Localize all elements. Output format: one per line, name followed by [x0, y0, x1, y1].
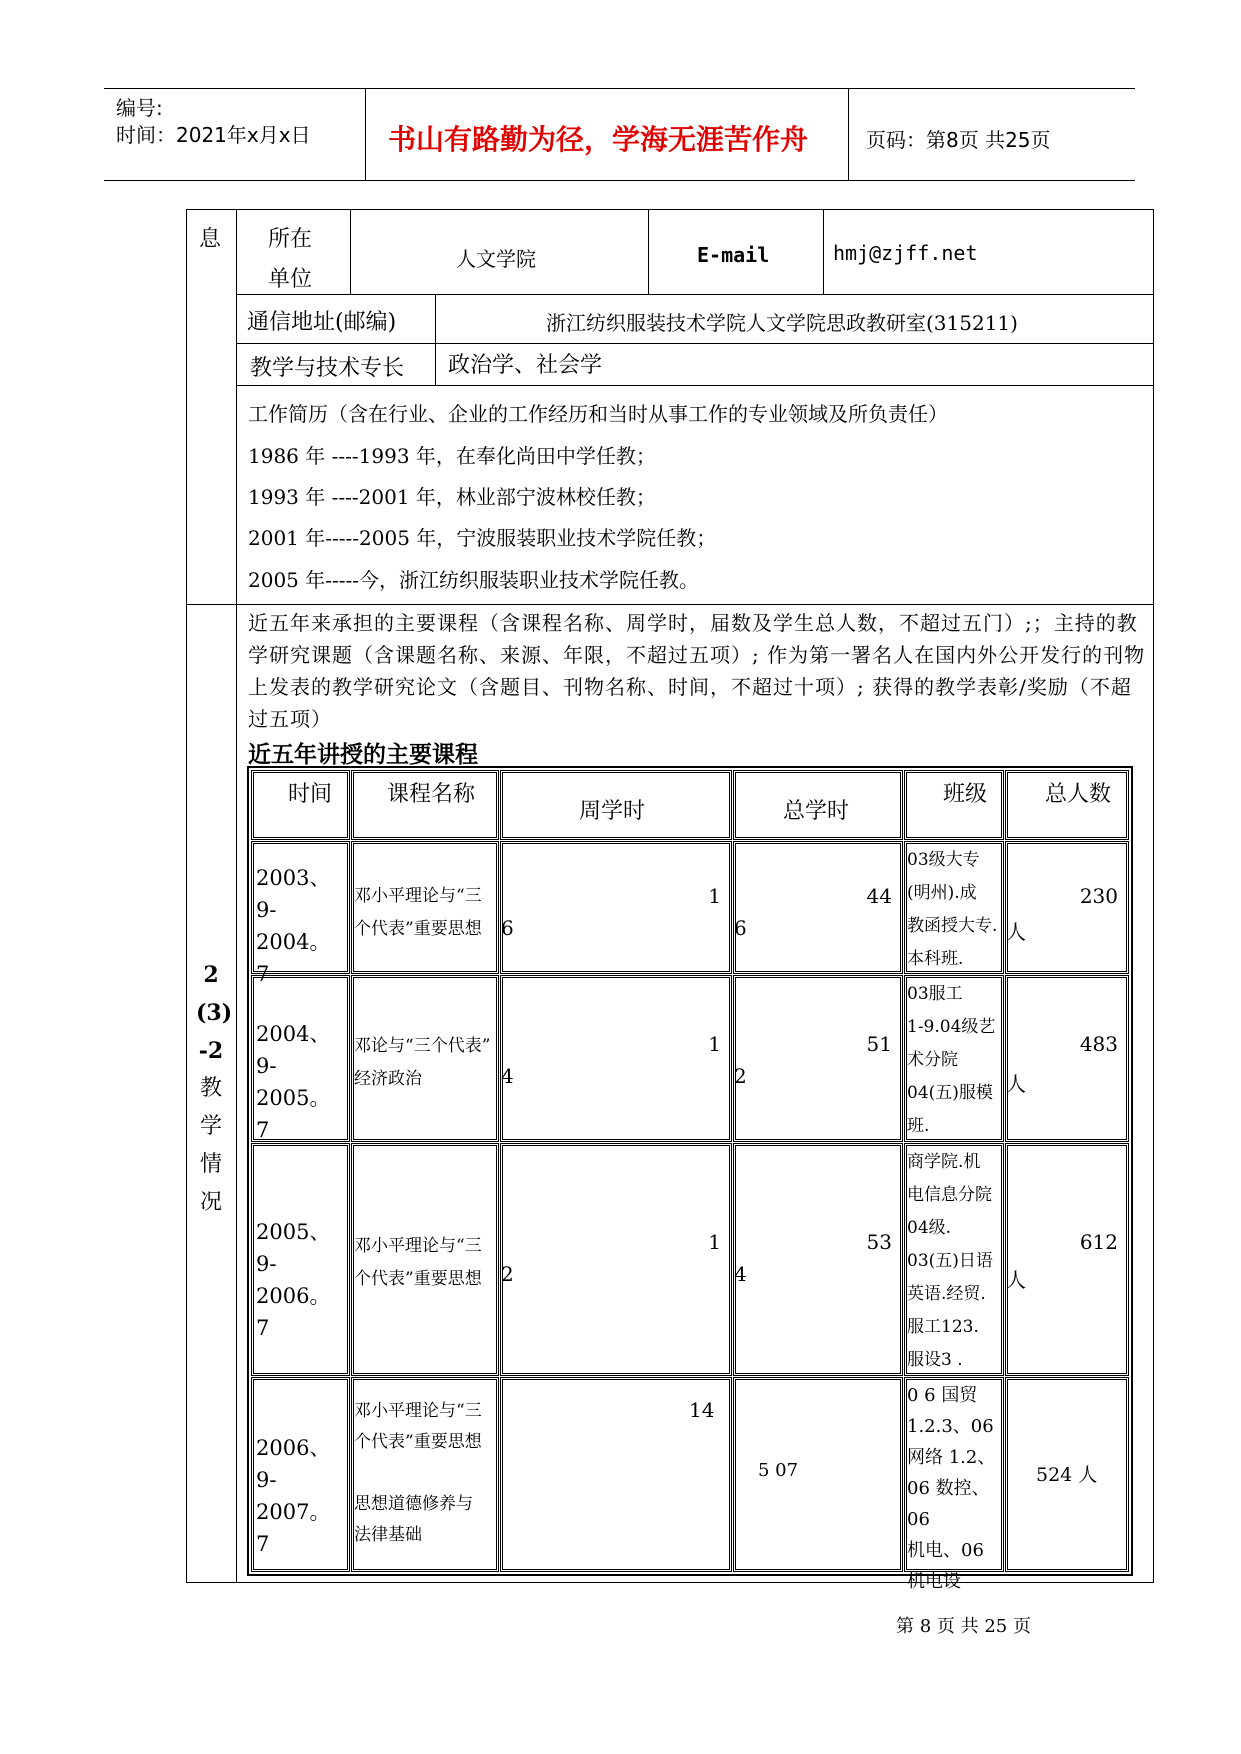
teaching-side-label: [196, 956, 233, 1222]
cell-count: [1005, 975, 1129, 1142]
cell-text: 4: [501, 1064, 514, 1088]
history-title: 工作简历（含在行业、企业的工作经历和当时从事工作的专业领域及所负责任）: [248, 402, 948, 426]
col-header-course: [351, 770, 499, 840]
cell-total: [733, 841, 903, 974]
history-line: 1993 年 ----2001 年，林业部宁波林校任教；: [248, 485, 656, 509]
cell-text: 1: [708, 884, 721, 908]
cell-text: 人: [1006, 920, 1026, 944]
header-motto: 书山有路勤为径，学海无涯苦作舟: [388, 123, 809, 156]
cell-text: 14: [689, 1398, 715, 1422]
cell-class: [904, 1377, 1004, 1592]
cell-text: 03级大专 (明州).成 教函授大专. 本科班.: [907, 850, 998, 969]
cell-text: 03服工 1-9.04级艺 术分院 04(五)服模 班.: [907, 984, 996, 1136]
col-header-count: [1005, 770, 1129, 840]
side-label-part: (3): [196, 1000, 233, 1026]
cell-text: 邓小平理论与“三 个代表”重要思想 思想道德修养与 法律基础: [354, 1401, 482, 1545]
cell-count: [1005, 841, 1129, 974]
info-side-label: 息: [199, 227, 222, 252]
email-label: E-mail: [697, 243, 770, 267]
cell-text: 1: [708, 1032, 721, 1056]
cell-class: [904, 1143, 1004, 1376]
cell-text: 524 人: [1036, 1464, 1098, 1486]
cell-count: [1005, 1377, 1129, 1572]
cell-text: 人: [1006, 1072, 1026, 1096]
cell-text: 邓论与“三个代表” 经济政治: [354, 1036, 491, 1089]
cell-count: [1005, 1143, 1129, 1376]
address-value: 浙江纺织服装技术学院人文学院思政教研室(315211): [546, 311, 1018, 335]
history-line: 1986 年 ----1993 年，在奉化尚田中学任教；: [248, 444, 656, 468]
cell-text: 53: [866, 1230, 892, 1254]
specialty-value: 政治学、社会学: [448, 353, 603, 378]
cell-weekly: [500, 1143, 732, 1376]
side-label-part: -2: [198, 1038, 224, 1064]
side-label-part: 教: [199, 1076, 222, 1101]
specialty-label: 教学与技术专长: [250, 356, 405, 381]
cell-text: 2005、 9-2006。 7: [256, 1220, 331, 1340]
cell-weekly: [500, 975, 732, 1142]
cell-class: [904, 975, 1004, 1142]
cell-course: [351, 1377, 499, 1572]
cell-time: [251, 841, 350, 986]
cell-text: 483: [1079, 1032, 1118, 1056]
cell-total: [733, 1143, 903, 1376]
cell-text: 230: [1079, 884, 1118, 908]
cell-text: 5 07: [758, 1460, 799, 1481]
side-label-part: 2: [203, 962, 219, 988]
page-number-label: 页码：第8页 共25页: [866, 128, 1051, 152]
email-value: hmj@zjff.net: [833, 241, 978, 265]
cell-time: [251, 1143, 350, 1376]
cell-text: 2: [501, 1262, 514, 1286]
side-label-part: 学: [199, 1114, 222, 1139]
page-footer: 第 8 页 共 25 页: [896, 1616, 1031, 1637]
col-header-label: 时间: [288, 782, 333, 807]
cell-text: 612: [1079, 1230, 1118, 1254]
col-header-label: 周学时: [579, 799, 646, 824]
cell-course: [351, 1143, 499, 1376]
col-header-label: 课程名称: [387, 782, 476, 807]
cell-text: 1: [708, 1230, 721, 1254]
cell-text: 邓小平理论与“三 个代表”重要思想: [354, 1236, 482, 1289]
cell-text: 6: [734, 916, 747, 940]
col-header-class: [904, 770, 1004, 840]
cell-weekly: [500, 841, 732, 974]
cell-text: 邓小平理论与“三 个代表”重要思想: [354, 886, 482, 939]
cell-course: [351, 841, 499, 974]
cell-text: 44: [866, 884, 892, 908]
unit-value: 人文学院: [456, 247, 536, 271]
cell-text: 人: [1006, 1268, 1026, 1292]
doc-number-label: 编号:: [116, 96, 163, 120]
cell-time: [251, 1377, 350, 1572]
address-label: 通信地址(邮编): [247, 310, 397, 335]
cell-text: 51: [866, 1032, 892, 1056]
col-header-label: 总人数: [1045, 782, 1112, 807]
side-label-part: 况: [199, 1190, 222, 1215]
cell-text: 2006、 9-2007。 7: [256, 1436, 331, 1556]
cell-text: 4: [734, 1262, 747, 1286]
courses-title: 近五年讲授的主要课程: [248, 742, 478, 768]
teaching-intro: 近五年来承担的主要课程（含课程名称、周学时，届数及学生总人数，不超过五门）;；主持的教学研究课题（含课题名称、来源、年限，不超过五项）; 作为第一署名人在国内外公开发行的刊物上发表的教学研究论文（含题目、刊物名称、时间，不超过十项）; 获得的教学表彰/奖励（不超过五项）: [248, 611, 1146, 731]
cell-text: 商学院.机 电信息分院 04级. 03(五)日语 英语.经贸. 服工123. 服设3 .: [907, 1152, 993, 1370]
history-line: 2001 年-----2005 年，宁波服装职业技术学院任教；: [248, 526, 717, 550]
side-label-part: 情: [199, 1152, 222, 1177]
cell-text: 2004、 9-2005。 7: [256, 1022, 331, 1142]
col-header-weekly: [500, 770, 732, 840]
doc-time-label: 时间：2021年x月x日: [116, 123, 311, 147]
cell-total: [733, 975, 903, 1142]
cell-text: 2003、 9-2004。 7: [256, 866, 331, 986]
cell-time: [251, 975, 350, 1142]
cell-text: 2: [734, 1064, 747, 1088]
unit-label: 所在 单位: [268, 227, 313, 292]
cell-weekly: [500, 1377, 732, 1572]
col-header-label: 班级: [943, 782, 988, 807]
col-header-time: [251, 770, 350, 840]
cell-course: [351, 975, 499, 1142]
cell-text: 0 6 国贸 1.2.3、06 网络 1.2、 06 数控、06 机电、06 机电设: [907, 1385, 996, 1592]
col-header-total: [733, 770, 903, 840]
cell-total: [733, 1377, 903, 1572]
cell-class: [904, 841, 1004, 974]
col-header-label: 总学时: [783, 799, 850, 824]
cell-text: 6: [501, 916, 514, 940]
history-line: 2005 年-----今，浙江纺织服装职业技术学院任教。: [248, 568, 700, 592]
